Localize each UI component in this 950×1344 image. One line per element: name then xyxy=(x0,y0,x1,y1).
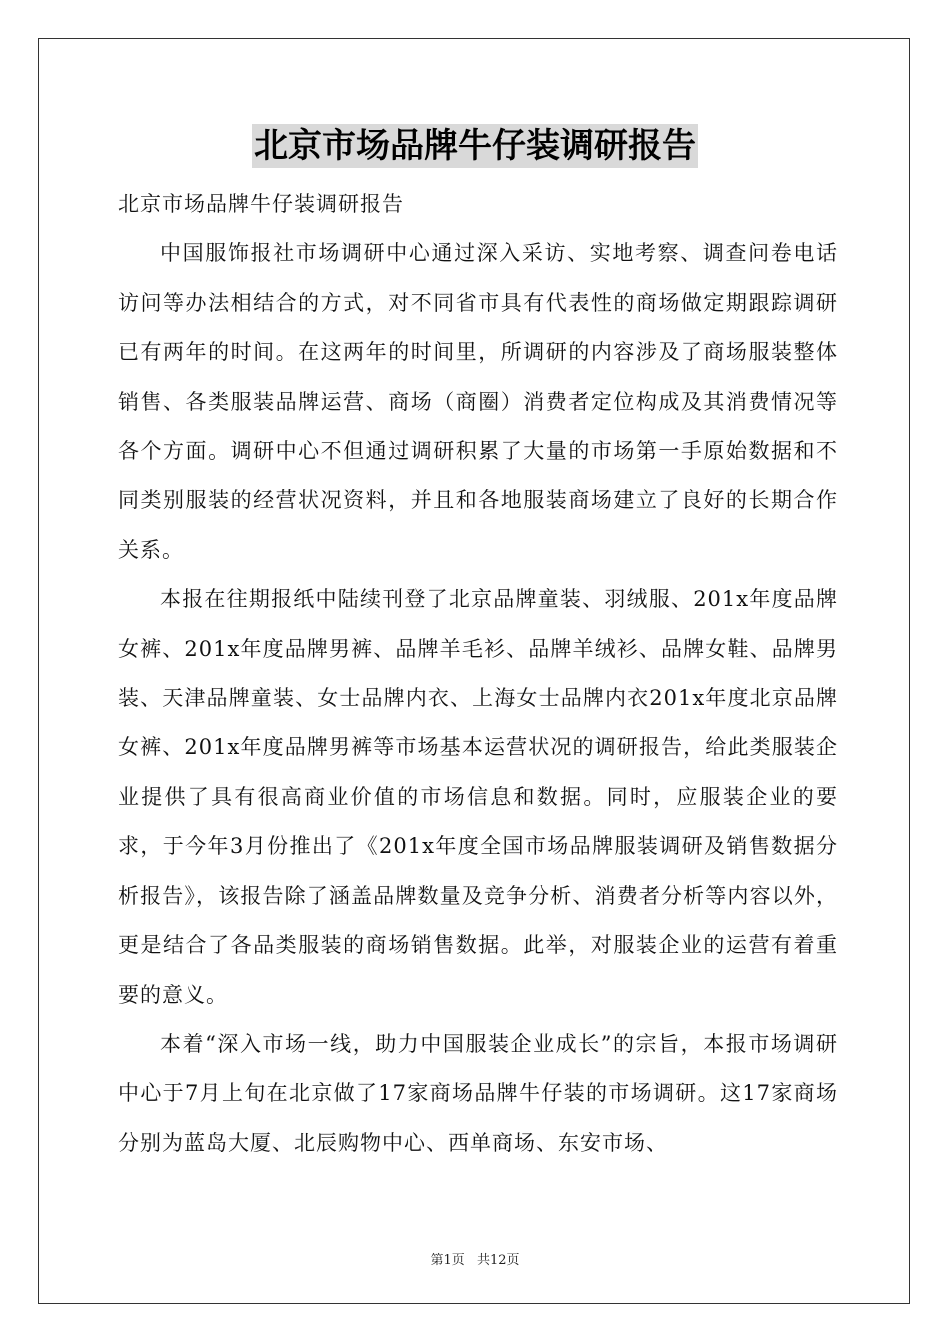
document-body xyxy=(118,180,838,1168)
total-pages-label: 共12页 xyxy=(476,1253,520,1268)
paragraph-1: 中国服饰报社市场调研中心通过深入采访、实地考察、调查问卷电话访问等办法相结合的方式，对不同省市具有代表性的商场做定期跟踪调研已有两年的时间。在这两年的时间里，所调研的内容涉及了商场服装整体销售、各类服装品牌运营、商场（商圈）消费者定位构成及其消费情况等各个方面。调研中心不但通过调研积累了大量的市场第一手原始数据和不同类别服装的经营状况资料，并且和各地服装商场建立了良好的长期合作关系。 xyxy=(118,241,838,562)
current-page-label: 第1页 xyxy=(430,1253,465,1268)
paragraph-2: 本报在往期报纸中陆续刊登了北京品牌童装、羽绒服、201x年度品牌女裤、201x年度品牌男裤、品牌羊毛衫、品牌羊绒衫、品牌女鞋、品牌男装、天津品牌童装、女士品牌内衣、上海女士品牌内衣201x年度北京品牌女裤、201x年度品牌男裤等市场基本运营状况的调研报告，给此类服装企业提供了具有很高商业价值的市场信息和数据。同时，应服装企业的要求，于今年3月份推出了《201x年度全国市场品牌服装调研及销售数据分析报告》，该报告除了涵盖品牌数量及竞争分析、消费者分析等内容以外，更是结合了各品类服装的商场销售数据。此举，对服装企业的运营有着重要的意义。 xyxy=(118,587,838,1007)
title-container xyxy=(0,124,950,168)
paragraph-3: 本着“深入市场一线，助力中国服装企业成长”的宗旨，本报市场调研中心于7月上旬在北京做了17家商场品牌牛仔装的市场调研。这17家商场分别为蓝岛大厦、北辰购物中心、西单商场、东安市场、 xyxy=(118,1031,838,1155)
document-subtitle: 北京市场品牌牛仔装调研报告 xyxy=(118,192,404,216)
page-footer xyxy=(0,1249,950,1268)
document-title: 北京市场品牌牛仔装调研报告 xyxy=(254,126,696,166)
